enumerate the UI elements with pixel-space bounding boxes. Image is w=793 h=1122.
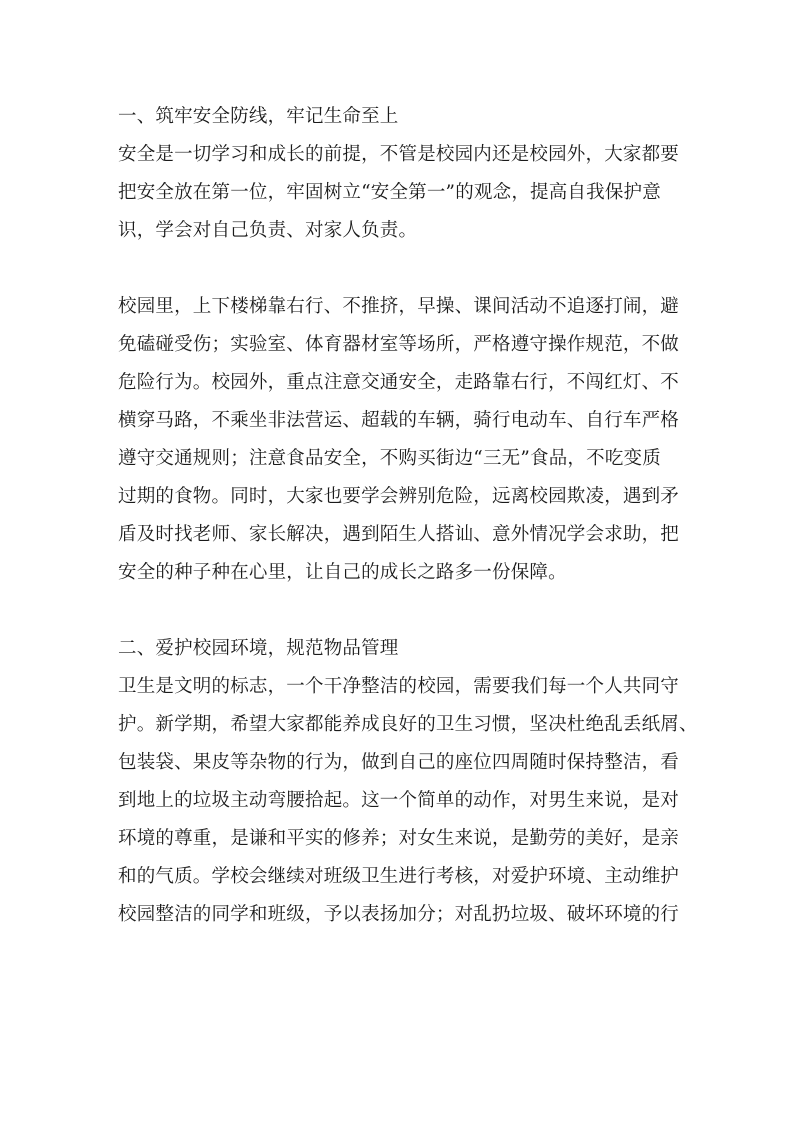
text-line: 安全是一切学习和成长的前提，不管是校园内还是校园外，大家都要 [118, 144, 680, 165]
paragraph [118, 288, 683, 592]
text-line: 免磕碰受伤；实验室、体育器材室等场所，严格遵守操作规范，不做 [118, 334, 680, 355]
text-line: 盾及时找老师、家长解决，遇到陌生人搭讪、意外情况学会求助，把 [118, 524, 680, 545]
text-line: 横穿马路，不乘坐非法营运、超载的车辆，骑行电动车、自行车严格 [118, 410, 680, 431]
text-line: 护。新学期，希望大家都能养成良好的卫生习惯，坚决杜绝乱丢纸屑、 [118, 714, 698, 735]
text-line: 遵守交通规则；注意食品安全，不购买街边“三无”食品，不吃变质 [118, 448, 661, 469]
section-heading: 二、爱护校园环境，规范物品管理 [118, 638, 399, 659]
text-line: 环境的尊重，是谦和平实的修养；对女生来说，是勤劳的美好，是亲 [118, 828, 680, 849]
paragraph-spacer [118, 250, 683, 288]
paragraph [118, 136, 683, 250]
text-line: 和的气质。学校会继续对班级卫生进行考核，对爱护环境、主动维护 [118, 866, 680, 887]
text-line: 卫生是文明的标志，一个干净整洁的校园，需要我们每一个人共同守 [118, 676, 680, 697]
text-line: 到地上的垃圾主动弯腰拾起。这一个简单的动作，对男生来说，是对 [118, 790, 680, 811]
document-page [118, 98, 698, 934]
text-line: 校园整洁的同学和班级，予以表扬加分；对乱扔垃圾、破坏环境的行 [118, 904, 680, 925]
text-line: 把安全放在第一位，牢固树立“安全第一”的观念，提高自我保护意 [118, 182, 661, 203]
text-line: 校园里，上下楼梯靠右行、不推挤，早操、课间活动不追逐打闹，避 [118, 296, 680, 317]
text-line: 识，学会对自己负责、对家人负责。 [118, 220, 418, 241]
text-line: 过期的食物。同时，大家也要学会辨别危险，远离校园欺凌，遇到矛 [118, 486, 680, 507]
section-heading: 一、筑牢安全防线，牢记生命至上 [118, 106, 399, 127]
text-line: 包装袋、果皮等杂物的行为，做到自己的座位四周随时保持整洁，看 [118, 752, 680, 773]
text-line: 安全的种子种在心里，让自己的成长之路多一份保障。 [118, 562, 567, 583]
section-spacer [118, 592, 683, 630]
paragraph [118, 668, 698, 934]
text-line: 危险行为。校园外，重点注意交通安全，走路靠右行，不闯红灯、不 [118, 372, 680, 393]
